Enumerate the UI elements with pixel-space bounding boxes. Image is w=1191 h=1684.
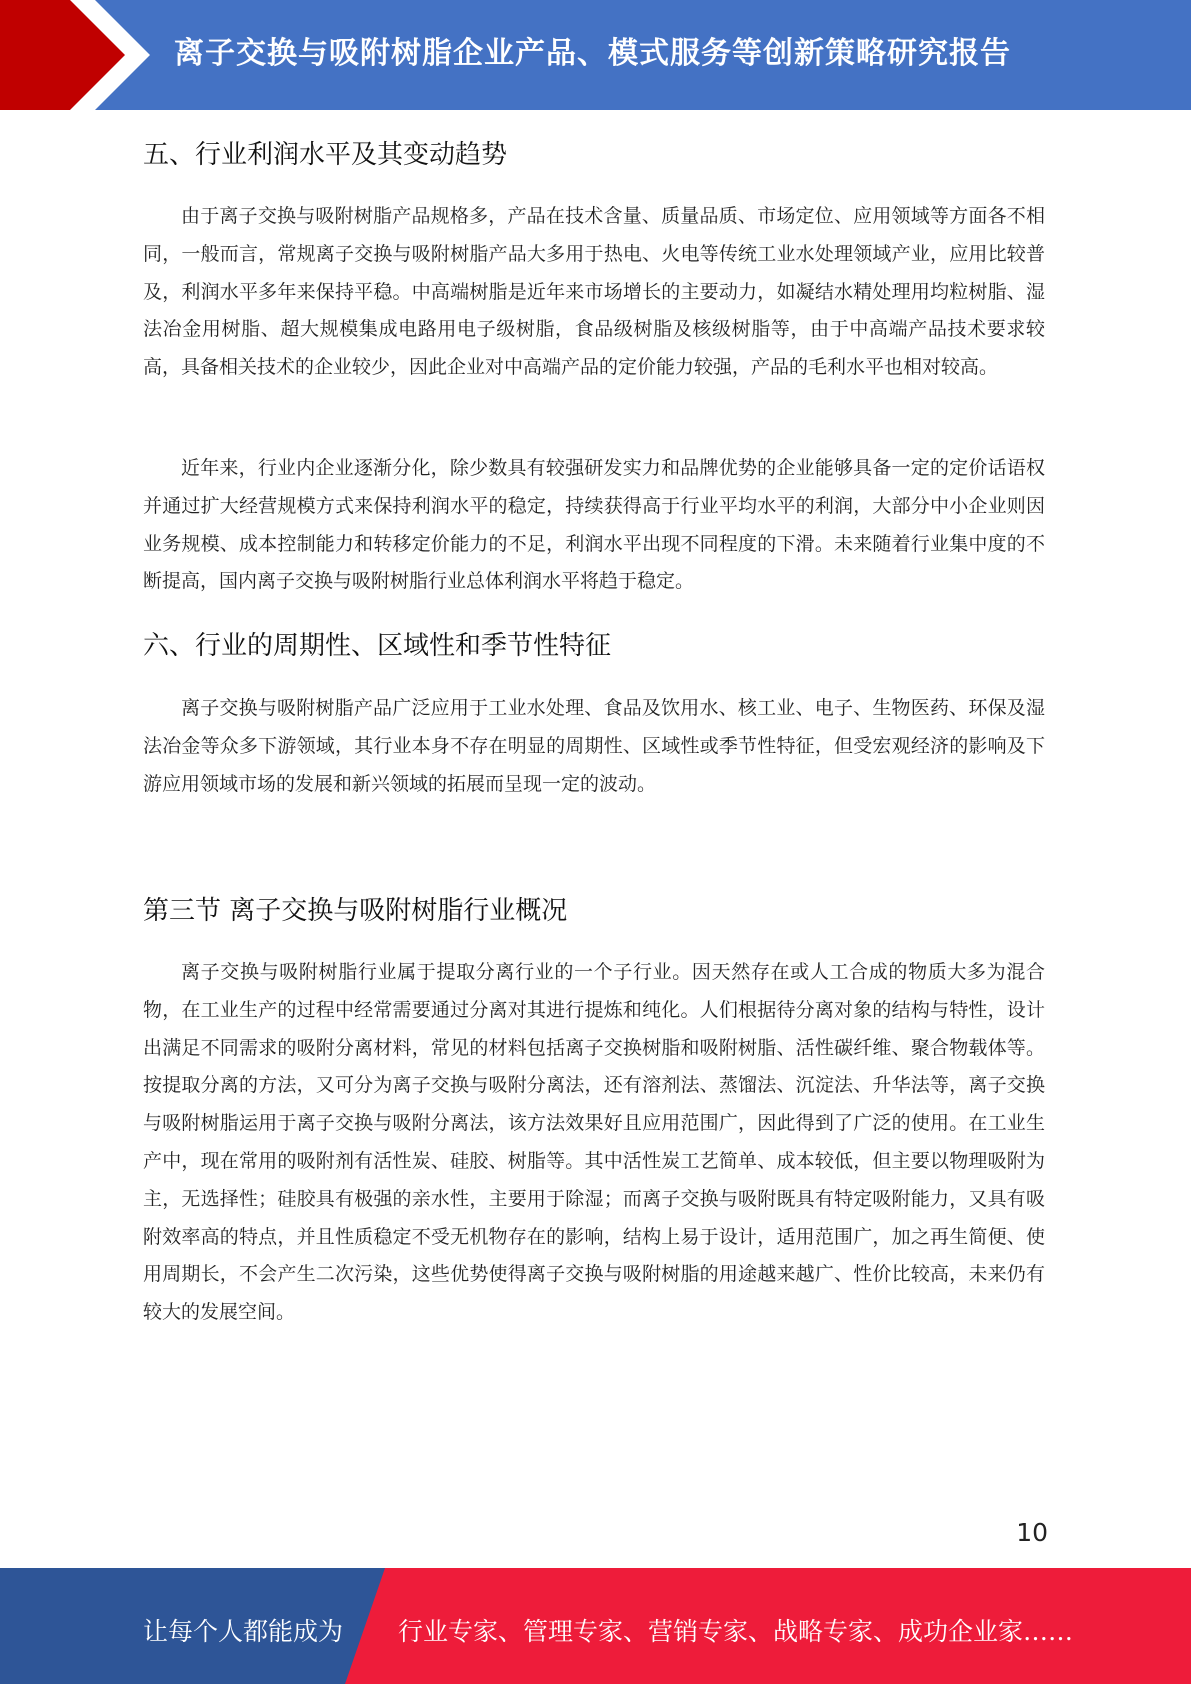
footer-slogan-left: 让每个人都能成为 — [143, 1617, 344, 1646]
footer-band — [0, 1568, 1191, 1684]
header-arrow-decoration — [0, 0, 160, 110]
section5-paragraph-2: 近年来，行业内企业逐渐分化，除少数具有较强研发实力和品牌优势的企业能够具备一定的定价话语权并通过扩大经营规模方式来保持利润水平的稳定，持续获得高于行业平均水平的利润，大部分中小企业则因业务规模、成本控制能力和转移定价能力的不足，利润水平出现不同程度的下滑。未来随着行业集中度的不断提高，国内离子交换与吸附树脂行业总体利润水平将趋于稳定。 — [143, 457, 1045, 593]
section5-paragraph-1: 由于离子交换与吸附树脂产品规格多，产品在技术含量、质量品质、市场定位、应用领域等方面各不相同，一般而言，常规离子交换与吸附树脂产品大多用于热电、火电等传统工业水处理领域产业，应用比较普及，利润水平多年来保持平稳。中高端树脂是近年来市场增长的主要动力，如凝结水精处理用均粒树脂、湿法冶金用树脂、超大规模集成电路用电子级树脂，食品级树脂及核级树脂等，由于中高端产品技术要求较高，具备相关技术的企业较少，因此企业对中高端产品的定价能力较强，产品的毛利水平也相对较高。 — [143, 205, 1045, 379]
header-band — [0, 0, 1191, 110]
section3-paragraph-1: 离子交换与吸附树脂行业属于提取分离行业的一个子行业。因天然存在或人工合成的物质大多为混合物，在工业生产的过程中经常需要通过分离对其进行提炼和纯化。人们根据待分离对象的结构与特性，设计出满足不同需求的吸附分离材料，常见的材料包括离子交换树脂和吸附树脂、活性碳纤维、聚合物载体等。按提取分离的方法，又可分为离子交换与吸附分离法，还有溶剂法、蒸馏法、沉淀法、升华法等，离子交换与吸附树脂运用于离子交换与吸附分离法，该方法效果好且应用范围广，因此得到了广泛的使用。在工业生产中，现在常用的吸附剂有活性炭、硅胶、树脂等。其中活性炭工艺简单、成本较低，但主要以物理吸附为主，无选择性；硅胶具有极强的亲水性，主要用于除湿；而离子交换与吸附既具有特定吸附能力，又具有吸附效率高的特点，并且性质稳定不受无机物存在的影响，结构上易于设计，适用范围广，加之再生简便、使用周期长，不会产生二次污染，这些优势使得离子交换与吸附树脂的用途越来越广、性价比较高，未来仍有较大的发展空间。 — [143, 961, 1045, 1324]
report-title: 离子交换与吸附树脂企业产品、模式服务等创新策略研究报告 — [174, 36, 1011, 71]
section6-paragraph-1: 离子交换与吸附树脂产品广泛应用于工业水处理、食品及饮用水、核工业、电子、生物医药、环保及湿法冶金等众多下游领域，其行业本身不存在明显的周期性、区域性或季节性特征，但受宏观经济的影响及下游应用领域市场的发展和新兴领域的拓展而呈现一定的波动。 — [143, 697, 1045, 795]
section-heading-5: 五、行业利润水平及其变动趋势 — [143, 140, 508, 170]
chapter-section-heading: 第三节 离子交换与吸附树脂行业概况 — [143, 896, 568, 926]
section-heading-6: 六、行业的周期性、区域性和季节性特征 — [143, 631, 612, 661]
footer-slogan-right: 行业专家、管理专家、营销专家、战略专家、成功企业家…… — [398, 1617, 1074, 1646]
page-number: 10 — [1016, 1518, 1048, 1547]
